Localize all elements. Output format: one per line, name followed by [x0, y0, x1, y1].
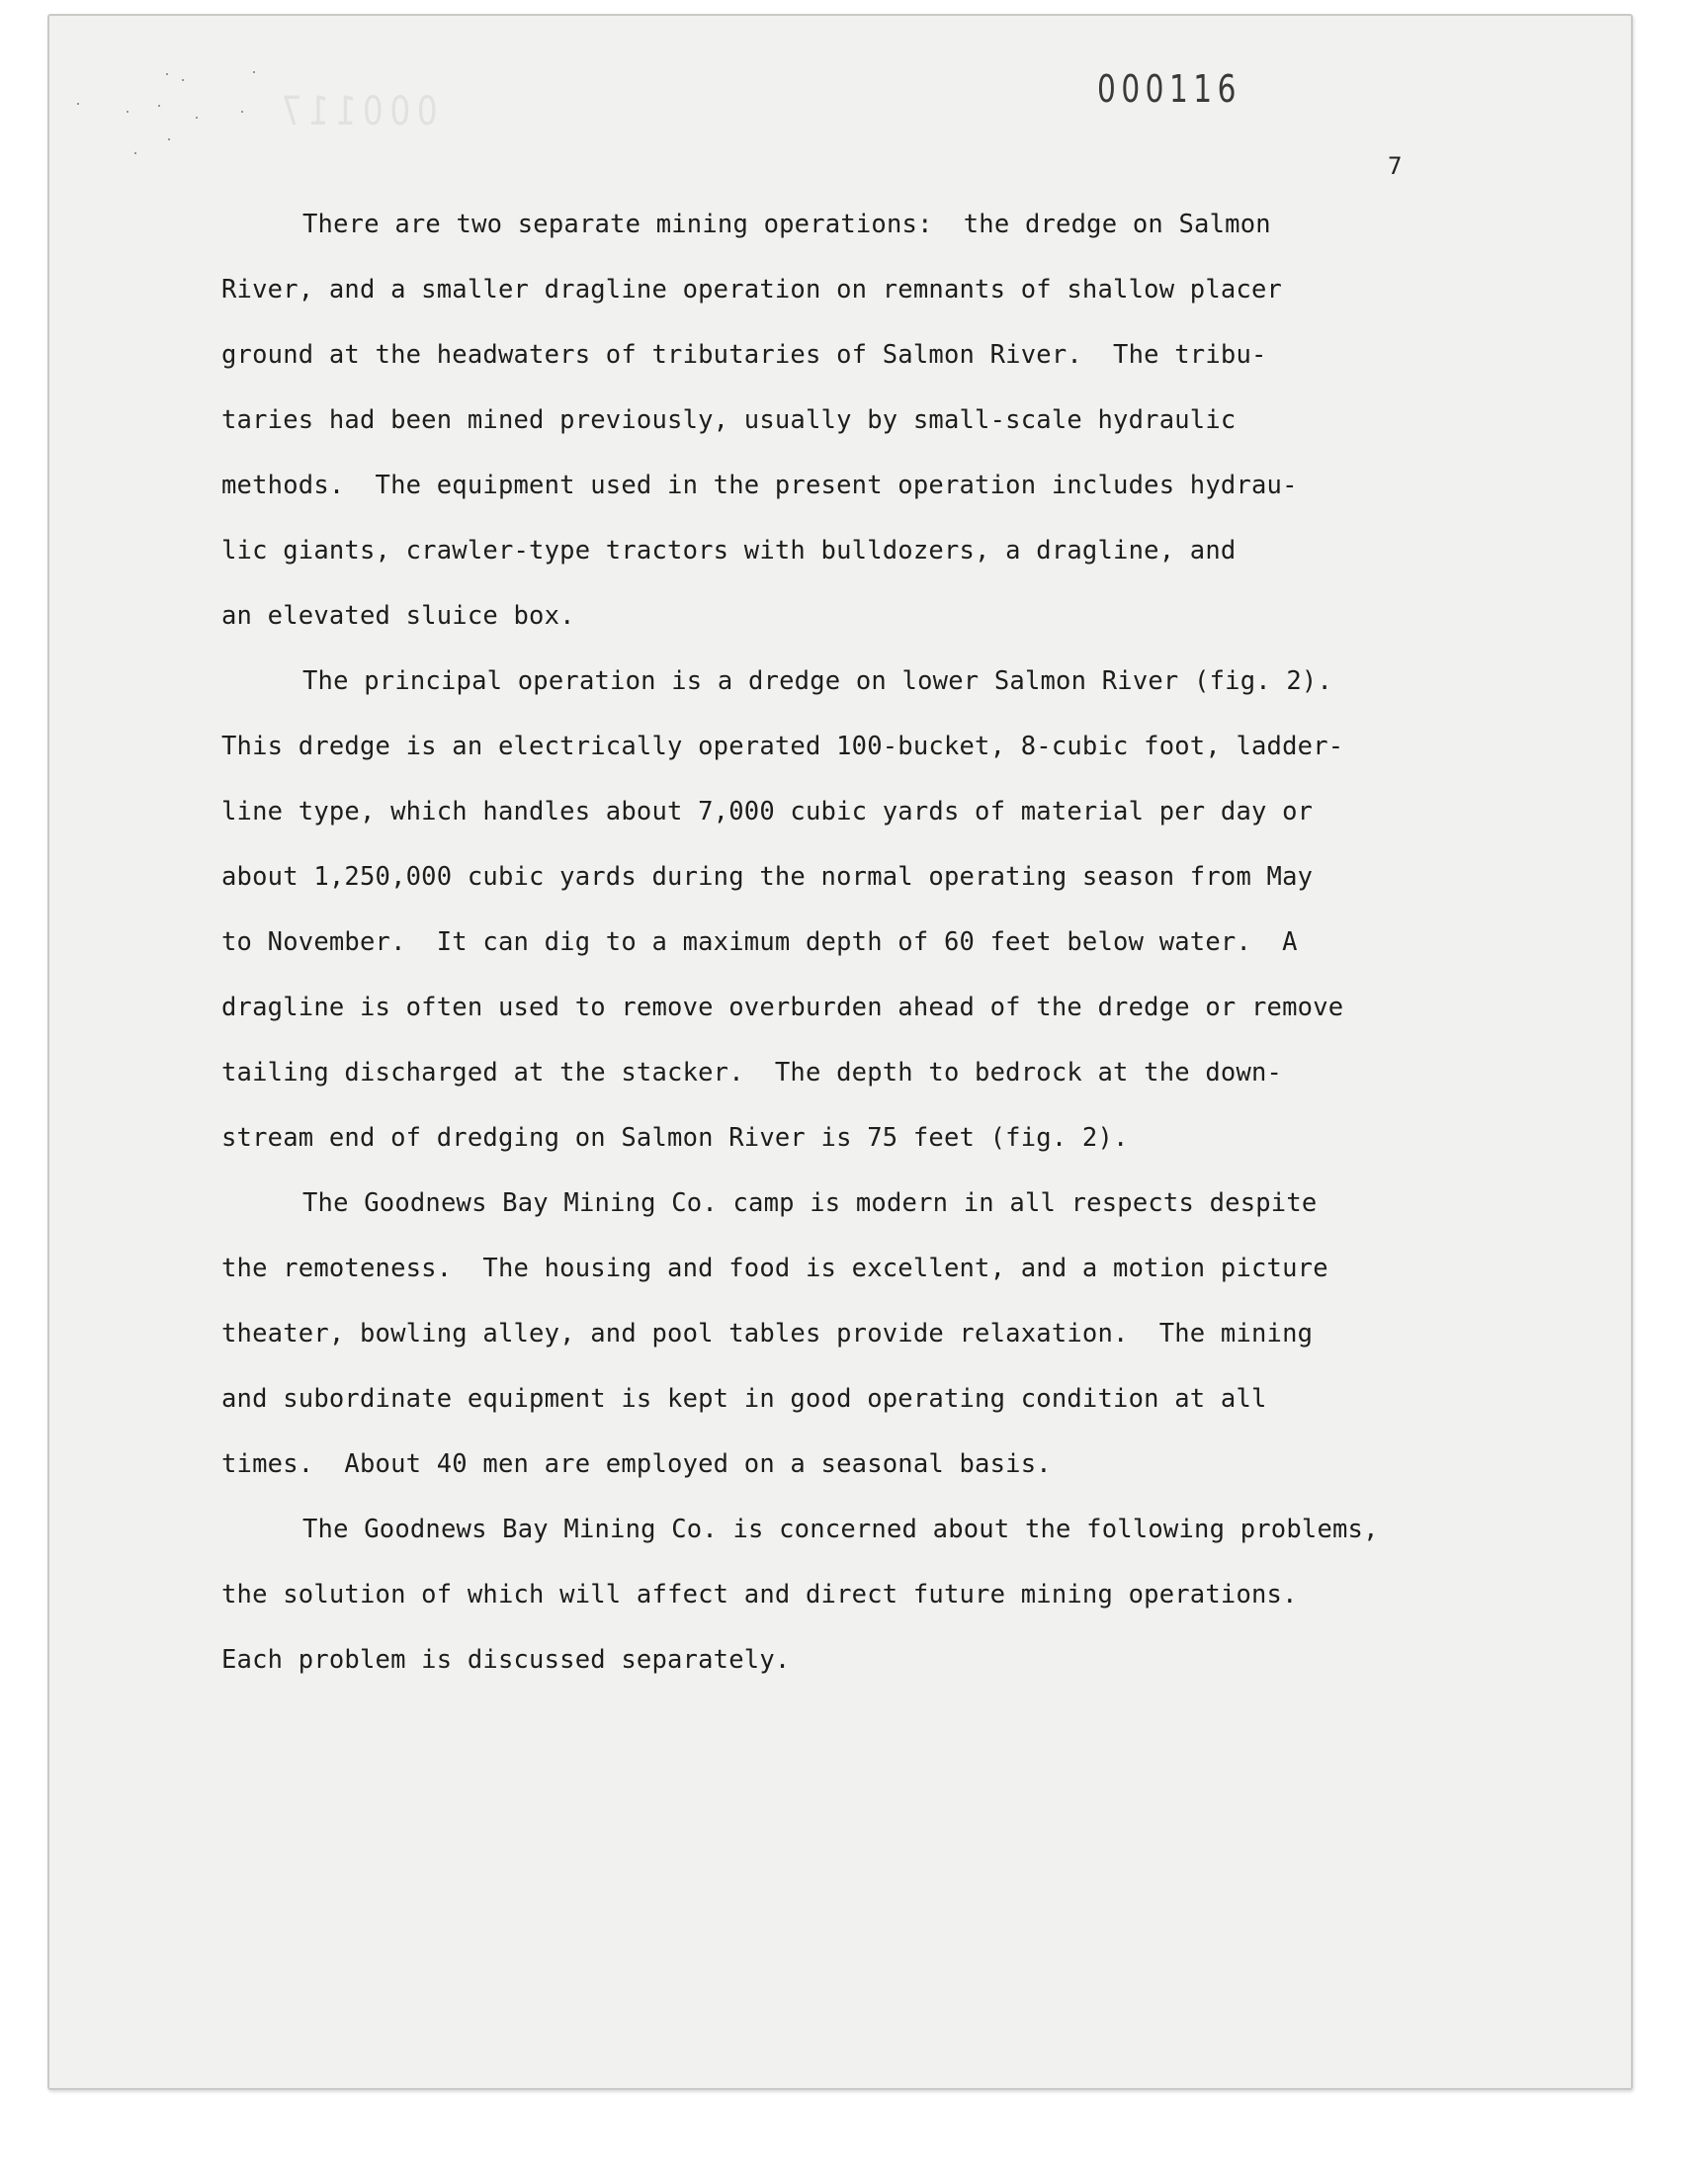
text-line: River, and a smaller dragline operation on remnants of shallow placer — [221, 275, 1283, 304]
text-line: the solution of which will affect and direct future mining operations. — [221, 1580, 1298, 1610]
document-page — [47, 14, 1633, 2090]
text-line: lic giants, crawler-type tractors with bulldozers, a dragline, and — [221, 536, 1237, 566]
text-line: an elevated sluice box. — [221, 601, 575, 631]
text-line: and subordinate equipment is kept in good operating condition at all — [221, 1384, 1267, 1414]
text-line: This dredge is an electrically operated 100-bucket, 8-cubic foot, ladder- — [221, 732, 1344, 761]
text-line: The principal operation is a dredge on lower Salmon River (fig. 2). — [302, 666, 1333, 696]
text-line: about 1,250,000 cubic yards during the normal operating season from May — [221, 862, 1314, 892]
text-line: to November. It can dig to a maximum depth of 60 feet below water. A — [221, 927, 1298, 957]
text-line: times. About 40 men are employed on a seasonal basis. — [221, 1449, 1052, 1479]
text-line: methods. The equipment used in the present operation includes hydrau- — [221, 471, 1298, 500]
text-line: the remoteness. The housing and food is excellent, and a motion picture — [221, 1254, 1328, 1283]
text-line: line type, which handles about 7,000 cubic yards of material per day or — [221, 797, 1314, 826]
text-line: taries had been mined previously, usually by small-scale hydraulic — [221, 405, 1237, 435]
text-line: ground at the headwaters of tributaries of Salmon River. The tribu- — [221, 340, 1267, 370]
text-line: dragline is often used to remove overburden ahead of the dredge or remove — [221, 993, 1344, 1022]
text-line: The Goodnews Bay Mining Co. camp is modern in all respects despite — [302, 1188, 1318, 1218]
text-line: Each problem is discussed separately. — [221, 1645, 791, 1675]
text-line: The Goodnews Bay Mining Co. is concerned about the following problems, — [302, 1515, 1379, 1544]
page-number: 7 — [1388, 152, 1403, 180]
text-line: theater, bowling alley, and pool tables provide relaxation. The mining — [221, 1319, 1314, 1348]
bleed-through-stamp: 000117 — [275, 89, 438, 134]
document-stamp-number: 000116 — [1097, 67, 1241, 111]
text-line: tailing discharged at the stacker. The depth to bedrock at the down- — [221, 1058, 1283, 1088]
text-line: stream end of dredging on Salmon River is 75 feet (fig. 2). — [221, 1123, 1129, 1153]
text-line: There are two separate mining operations: the dredge on Salmon — [302, 210, 1271, 239]
